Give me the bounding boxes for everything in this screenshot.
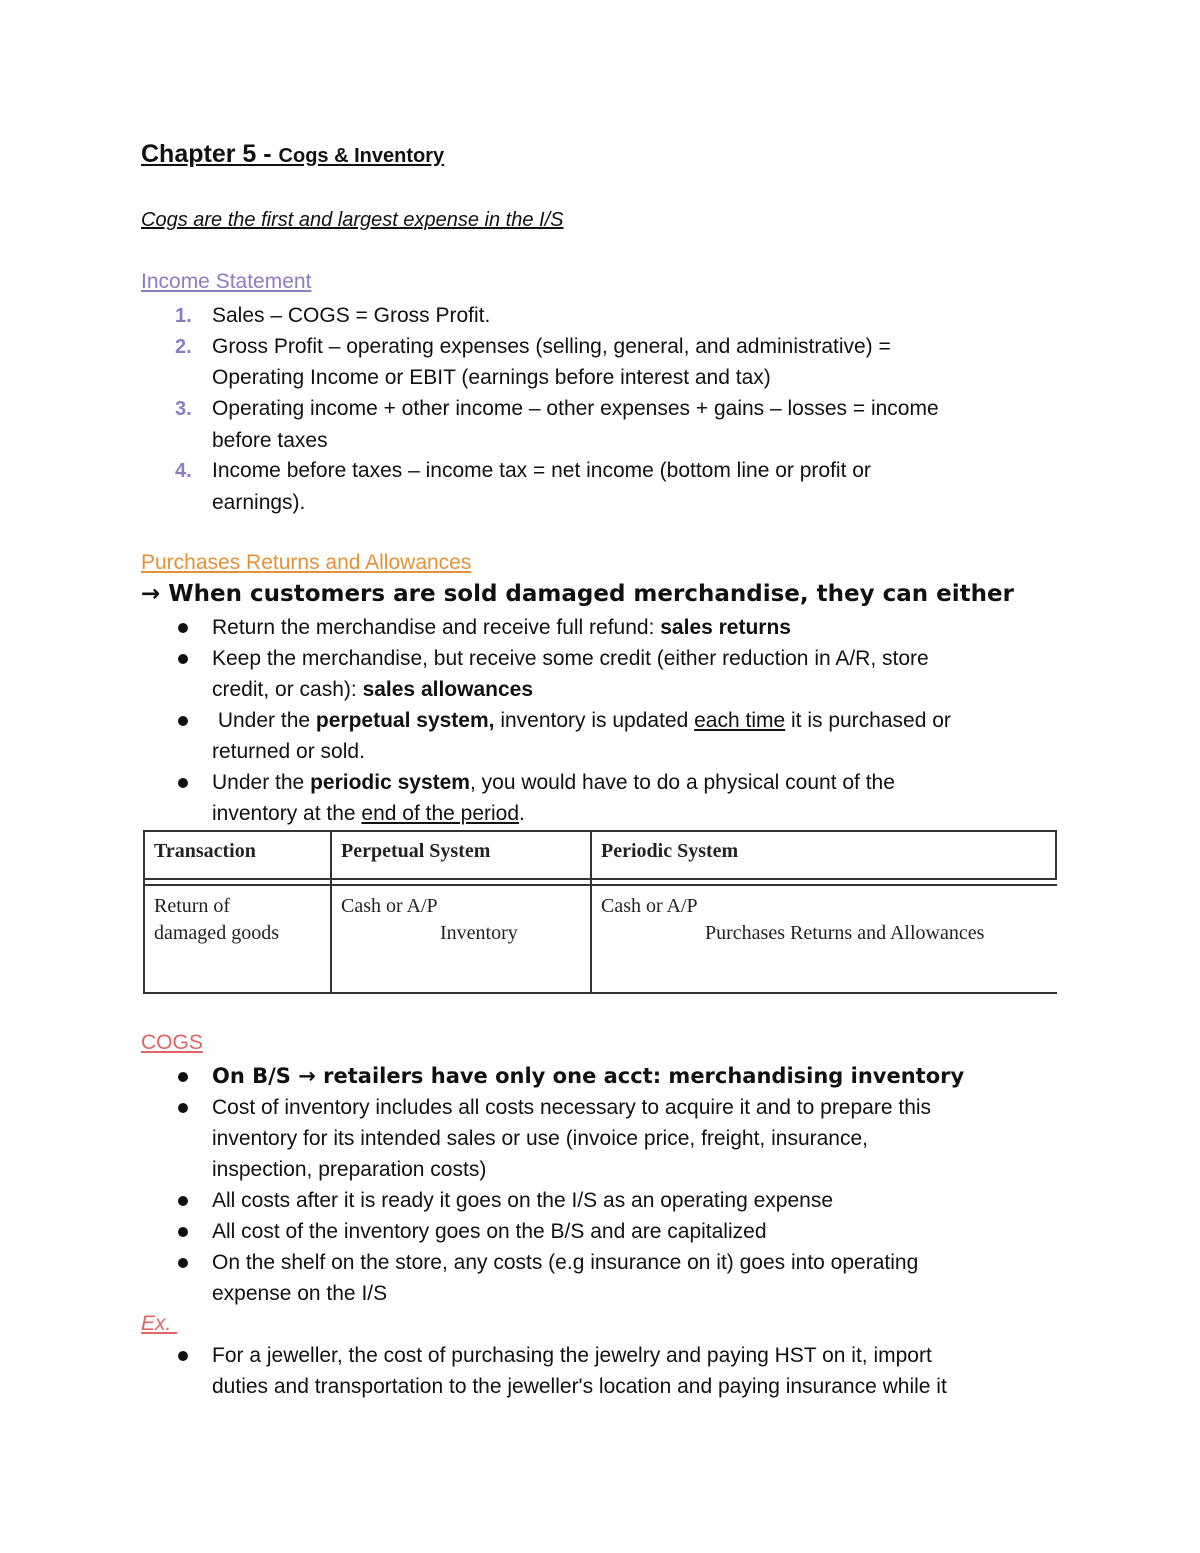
bullet-icon <box>178 716 188 726</box>
list-item-continued: expense on the I/S <box>212 1282 388 1305</box>
list-number: 4. <box>175 460 192 482</box>
list-number: 3. <box>175 398 192 420</box>
journal-entry-table <box>143 830 1057 994</box>
list-item: Under the periodic system, you would have to do a physical count of the <box>212 771 895 794</box>
table-header-transaction: Transaction <box>154 840 256 862</box>
table-border <box>143 884 1057 886</box>
bullet-icon <box>178 1351 188 1361</box>
purchases-heading: Purchases Returns and Allowances <box>141 551 472 574</box>
list-item-continued: inventory at the end of the period. <box>212 802 525 825</box>
bullet-icon <box>178 778 188 788</box>
list-item-continued: duties and transportation to the jeweller's location and paying insurance while it <box>212 1375 947 1398</box>
table-cell-perpetual-debit: Cash or A/P <box>341 895 438 917</box>
list-item: Keep the merchandise, but receive some credit (either reduction in A/R, store <box>212 647 929 670</box>
table-cell-perpetual-credit: Inventory <box>440 922 518 944</box>
table-cell-periodic-debit: Cash or A/P <box>601 895 698 917</box>
example-label: Ex. <box>141 1312 178 1335</box>
table-border <box>143 830 145 994</box>
list-item: Income before taxes – income tax = net income (bottom line or profit or <box>212 459 871 482</box>
list-item: All cost of the inventory goes on the B/S and are capitalized <box>212 1220 767 1243</box>
list-item: Sales – COGS = Gross Profit. <box>212 304 491 327</box>
list-item: Return the merchandise and receive full refund: sales returns <box>212 616 791 639</box>
list-item-continued: returned or sold. <box>212 740 365 763</box>
bullet-icon <box>178 1258 188 1268</box>
list-item: Gross Profit – operating expenses (selling, general, and administrative) = <box>212 335 891 358</box>
list-item-continued: earnings). <box>212 491 306 514</box>
list-item-continued: inspection, preparation costs) <box>212 1158 487 1181</box>
table-cell-periodic-credit: Purchases Returns and Allowances <box>705 922 985 944</box>
list-item: Cost of inventory includes all costs necessary to acquire it and to prepare this <box>212 1096 932 1119</box>
list-item: For a jeweller, the cost of purchasing the jewelry and paying HST on it, import <box>212 1344 932 1367</box>
bullet-icon <box>178 1196 188 1206</box>
table-border <box>330 830 332 994</box>
table-border <box>143 878 1057 880</box>
bullet-icon <box>178 623 188 633</box>
list-item-continued: inventory for its intended sales or use (invoice price, freight, insurance, <box>212 1127 868 1150</box>
table-border <box>1055 830 1057 880</box>
list-number: 1. <box>175 305 192 327</box>
list-item: Operating income + other income – other expenses + gains – losses = income <box>212 397 939 420</box>
arrow-statement: → When customers are sold damaged merchandise, they can either <box>141 581 1014 607</box>
table-border <box>143 992 1057 994</box>
table-cell-transaction: Return of damaged goods <box>154 895 279 944</box>
list-item: On B/S → retailers have only one acct: merchandising inventory <box>212 1064 965 1088</box>
list-item-continued: Operating Income or EBIT (earnings before interest and tax) <box>212 366 771 389</box>
table-header-perpetual: Perpetual System <box>341 840 491 862</box>
cogs-heading: COGS <box>141 1031 203 1054</box>
bullet-icon <box>178 1103 188 1113</box>
bullet-icon <box>178 1227 188 1237</box>
list-item-continued: before taxes <box>212 429 328 452</box>
table-border <box>590 830 592 994</box>
list-item: All costs after it is ready it goes on the I/S as an operating expense <box>212 1189 834 1212</box>
list-number: 2. <box>175 336 192 358</box>
table-header-periodic: Periodic System <box>601 840 739 862</box>
income-statement-heading: Income Statement <box>141 270 312 293</box>
table-border <box>143 830 1057 832</box>
bullet-icon <box>178 1072 188 1082</box>
intro-text: Cogs are the first and largest expense in the I/S <box>141 209 564 231</box>
list-item: Under the perpetual system, inventory is updated each time it is purchased or <box>212 709 951 732</box>
list-item: On the shelf on the store, any costs (e.g insurance on it) goes into operating <box>212 1251 919 1274</box>
page-title: Chapter 5 - Cogs & Inventory <box>141 140 445 168</box>
bullet-icon <box>178 654 188 664</box>
list-item-continued: credit, or cash): sales allowances <box>212 678 534 701</box>
